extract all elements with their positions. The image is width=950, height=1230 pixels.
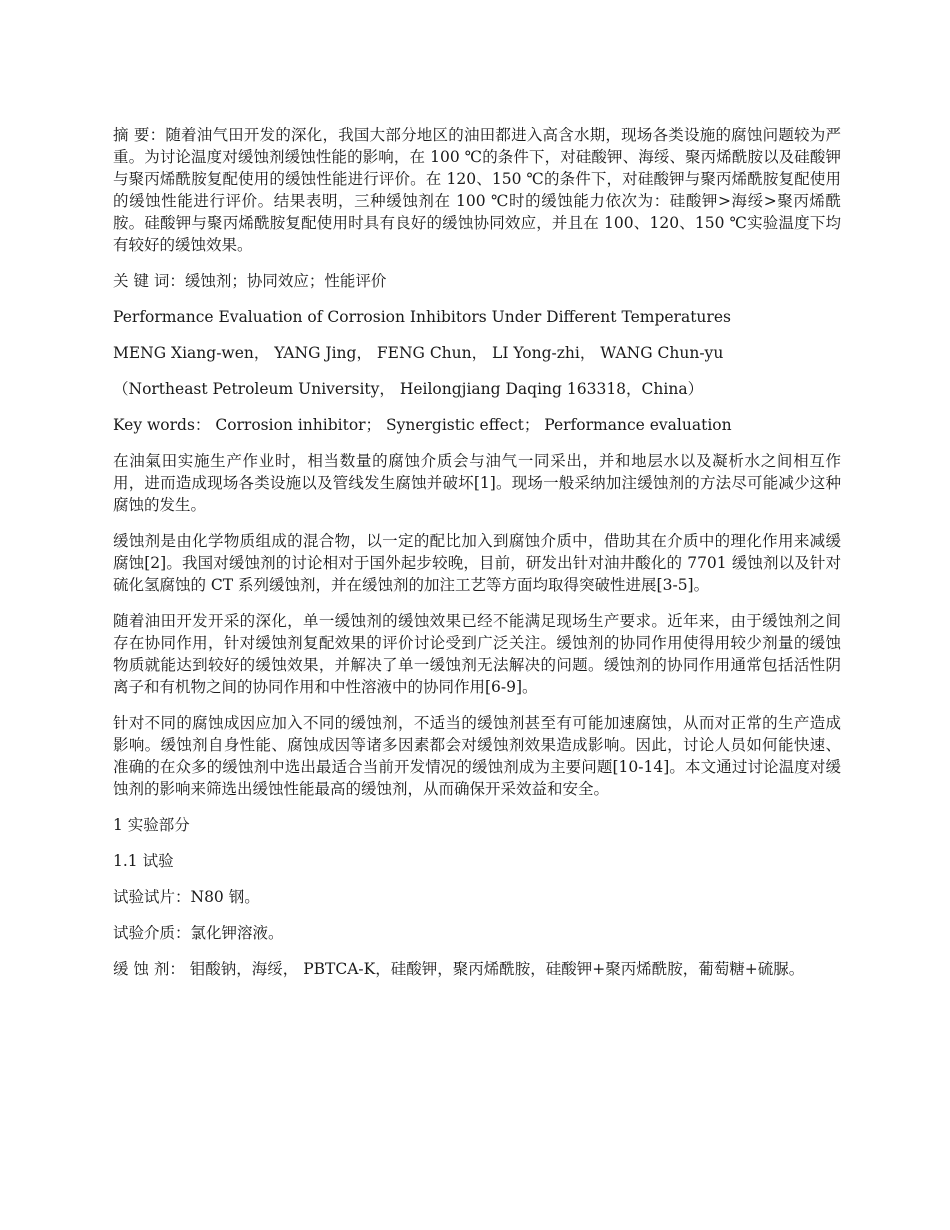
- section-heading-1: 1 实验部分: [113, 816, 190, 834]
- keywords-en-line: [113, 414, 841, 436]
- specimen-line: 试验试片：N80 钢。: [113, 888, 260, 906]
- english-authors: MENG Xiang-wen， YANG Jing， FENG Chun， LI Yong-zhi， WANG Chun-yu: [113, 344, 724, 362]
- section-heading-1-1: 1.1 试验: [113, 852, 174, 870]
- keywords-cn-text: 缓蚀剂；协同效应；性能评价: [184, 272, 387, 290]
- body-paragraph-4: 针对不同的腐蚀成因应加入不同的缓蚀剂，不适当的缓蚀剂甚至有可能加速腐蚀，从而对正常的生产造成影响。缓蚀剂自身性能、腐蚀成因等诸多因素都会对缓蚀剂效果造成影响。因此，讨论人员如何能快速、准确的在众多的缓蚀剂中选出最适合当前开发情况的缓蚀剂成为主要问题[10-14]。本文通过讨论温度对缓蚀剂的影响来筛选出缓蚀性能最高的缓蚀剂，从而确保开采效益和安全。: [113, 714, 841, 798]
- keywords-en-label: Key words：: [113, 416, 211, 434]
- medium-line: 试验介质：氯化钾溶液。: [113, 924, 284, 942]
- keywords-cn-line: [113, 270, 841, 292]
- body-paragraph-3: 随着油田开发开采的深化，单一缓蚀剂的缓蚀效果已经不能满足现场生产要求。近年来，由于缓蚀剂之间存在协同作用，针对缓蚀剂复配效果的评价讨论受到广泛关注。缓蚀剂的协同作用使得用较少剂量的缓蚀物质就能达到较好的缓蚀效果，并解决了单一缓蚀剂无法解决的问题。缓蚀剂的协同作用通常包括活性阴离子和有机物之间的协同作用和中性溶液中的协同作用[6-9]。: [113, 612, 841, 696]
- abstract-paragraph: [113, 124, 841, 256]
- body-paragraph-1: 在油氣田实施生产作业时，相当数量的腐蚀介质会与油气一同采出，并和地层水以及凝析水之间相互作用，进而造成现场各类设施以及管线发生腐蚀并破坏[1]。现场一般采纳加注缓蚀剂的方法尽可能减少这种腐蚀的发生。: [113, 452, 841, 514]
- english-affiliation: （Northeast Petroleum University， Heilongjiang Daqing 163318，China）: [113, 380, 704, 398]
- english-title: Performance Evaluation of Corrosion Inhibitors Under Different Temperatures: [113, 308, 731, 326]
- document-page: [113, 124, 841, 994]
- inhibitors-line: 缓 蚀 剂： 钼酸钠，海绥， PBTCA-K，硅酸钾，聚丙烯酰胺，硅酸钾+聚丙烯酰胺，葡萄糖+硫脲。: [113, 960, 805, 978]
- keywords-cn-label: 关 键 词：: [113, 272, 185, 290]
- abstract-text: 随着油气田开发的深化，我国大部分地区的油田都进入高含水期，现场各类设施的腐蚀问题较为严重。为讨论温度对缓蚀剂缓蚀性能的影响，在 100 ℃的条件下，对硅酸钾、海绥、聚丙烯酰胺以及硅酸钾与聚丙烯酰胺复配使用的缓蚀性能进行评价。在 120、150 ℃的条件下，对硅酸钾与聚丙烯酰胺复配使用的缓蚀性能进行评价。结果表明，三种缓蚀剂在 100 ℃时的缓蚀能力依次为：硅酸钾>海绥>聚丙烯酰胺。硅酸钾与聚丙烯酰胺复配使用时具有良好的缓蚀协同效应，并且在 100、120、150 ℃实验温度下均有较好的缓蚀效果。: [113, 126, 841, 254]
- body-paragraph-2: 缓蚀剂是由化学物质组成的混合物，以一定的配比加入到腐蚀介质中，借助其在介质中的理化作用来减缓腐蚀[2]。我国对缓蚀剂的讨论相对于国外起步较晚，目前，研发出针对油井酸化的 7701 缓蚀剂以及针对硫化氢腐蚀的 CT 系列缓蚀剂，并在缓蚀剂的加注工艺等方面均取得突破性进展[3-5]。: [113, 532, 841, 594]
- abstract-label: 摘 要：: [113, 126, 166, 144]
- keywords-en-text: Corrosion inhibitor； Synergistic effect； Performance evaluation: [210, 416, 732, 434]
